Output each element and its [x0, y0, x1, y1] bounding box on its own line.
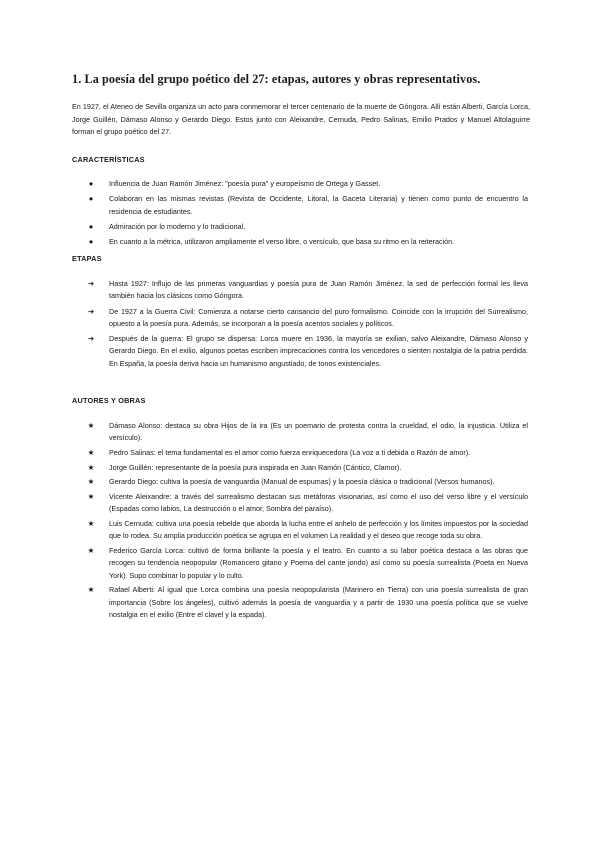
bullet-dot-icon: ● [88, 194, 94, 204]
list-item: ★ Rafael Alberti: Al igual que Lorca combina una poesía neopopularista (Marinero en Tierra) con una poesía surrealista de gran importancia (Sobre los ángeles), cultivó además la poesía de vanguardia y a partir de 1930 una poesía política que se vuelve nostalgia en el exilio (Entre el clavel y la espada). [85, 584, 528, 621]
bullet-dot-icon: ● [88, 237, 94, 247]
intro-paragraph: En 1927, el Ateneo de Sevilla organiza un acto para conmemorar el tercer centenario de la muerte de Góngora. Allí están Alberti, García Lorca, Jorge Guillén, Dámaso Alonso y Gerardo Diego. Estos junto con Aleixandre, Cernuda, Pedro Salinas, Emilio Prados y Manuel Altolaguirre forman el grupo poético del 27. [72, 102, 530, 137]
list-item: ➔ Hasta 1927: Influjo de las primeras vanguardias y poesía pura de Juan Ramón Jiménez. la sed de perfección formal les lleva también hacia los clásicos como Góngora. [85, 278, 528, 303]
list-item: ● Colaboran en las mismas revistas (Revista de Occidente, Litoral, la Gaceta Literaria) y tienen como punto de encuentro la residencia de estudiantes. [85, 193, 528, 218]
section-heading-etapas: ETAPAS [72, 254, 102, 263]
list-item: ★ Pedro Salinas: el tema fundamental es el amor como fuerza enriquecedora (La voz a ti debida o Razón de amor). [85, 447, 528, 459]
list-item: ★ Luis Cernuda: cultiva una poesía rebelde que aborda la lucha entre el anhelo de perfección y los límites impuestos por la sociedad que lo rodea. Su amplia producción poética se agrupa en el volumen La realidad y el deseo que recoge toda su obra. [85, 518, 528, 543]
star-icon: ★ [87, 519, 95, 529]
list-item: ● Influencia de Juan Ramón Jiménez: "poesía pura" y europeísmo de Ortega y Gasset. [85, 178, 528, 190]
list-item: ★ Dámaso Alonso: destaca su obra Hijos de la ira (Es un poemario de protesta contra la crueldad, el odio, la injusticia. Utiliza el versículo). [85, 420, 528, 445]
bullet-dot-icon: ● [88, 221, 94, 231]
star-icon: ★ [87, 447, 95, 457]
star-icon: ★ [87, 462, 95, 472]
star-icon: ★ [87, 421, 95, 430]
list-item: ➔ Después de la guerra: El grupo se dispersa: Lorca muere en 1936, la mayoría se exilian, salvo Aleixandre, Dámaso Alonso y Gerardo Diego. En el exilio, algunos poetas escriben imprecaciones contra los vencedores o sienten nostalgia de la patria perdida. En España, la poesía deriva hacia un humanismo angustiado, de tonos existenciales. [85, 333, 528, 370]
section-heading-autores: AUTORES Y OBRAS [72, 396, 146, 405]
etapas-list [85, 278, 528, 373]
section-heading-caracteristicas: CARACTERÍSTICAS [72, 155, 145, 164]
star-icon: ★ [87, 492, 95, 502]
list-item: ★ Gerardo Diego: cultiva la poesía de vanguardia (Manual de espumas) y la poesía clásica o tradicional (Versos humanos). [85, 476, 528, 488]
document-title: 1. La poesía del grupo poético del 27: etapas, autores y obras representativos. [72, 72, 481, 86]
arrow-right-icon: ➔ [87, 306, 95, 316]
arrow-right-icon: ➔ [87, 334, 95, 344]
star-icon: ★ [87, 585, 95, 595]
list-item: ● En cuanto a la métrica, utilizaron ampliamente el verso libre, o versículo, que basa su ritmo en la reiteración. [85, 236, 528, 248]
star-icon: ★ [87, 546, 95, 556]
list-item: ★ Jorge Guillén: representante de la poesía pura inspirada en Juan Ramón (Cántico, Clamor). [85, 462, 528, 474]
autores-list [85, 420, 528, 624]
bullet-dot-icon: ● [88, 179, 94, 188]
list-item: ➔ De 1927 a la Guerra Civil: Comienza a notarse cierto cansancio del puro formalismo. Coincide con la irrupción del Surrealismo, opuesto a la poesía pura. Además, se incorporan a la poesía acentos sociales y políticos. [85, 306, 528, 331]
arrow-right-icon: ➔ [87, 279, 95, 288]
caracteristicas-list [85, 178, 528, 251]
star-icon: ★ [87, 477, 95, 487]
list-item: ★ Vicente Aleixandre: a través del surrealismo destacan sus metáforas visionarias, así como el uso del verso libre y el versículo (Espadas como labios, La destrucción o el amor, Sombra del paraíso). [85, 491, 528, 516]
list-item: ● Admiración por lo moderno y lo tradicional. [85, 221, 528, 233]
list-item: ★ Federico García Lorca: cultivó de forma brillante la poesía y el teatro. En cuanto a su labor poética destaca a las obras que recogen su tendencia neopopular (Romancero gitano y Poema del cante jondo) así como su poesía surrealista (Poeta en Nueva York). Supo combinar lo popular y lo culto. [85, 545, 528, 582]
